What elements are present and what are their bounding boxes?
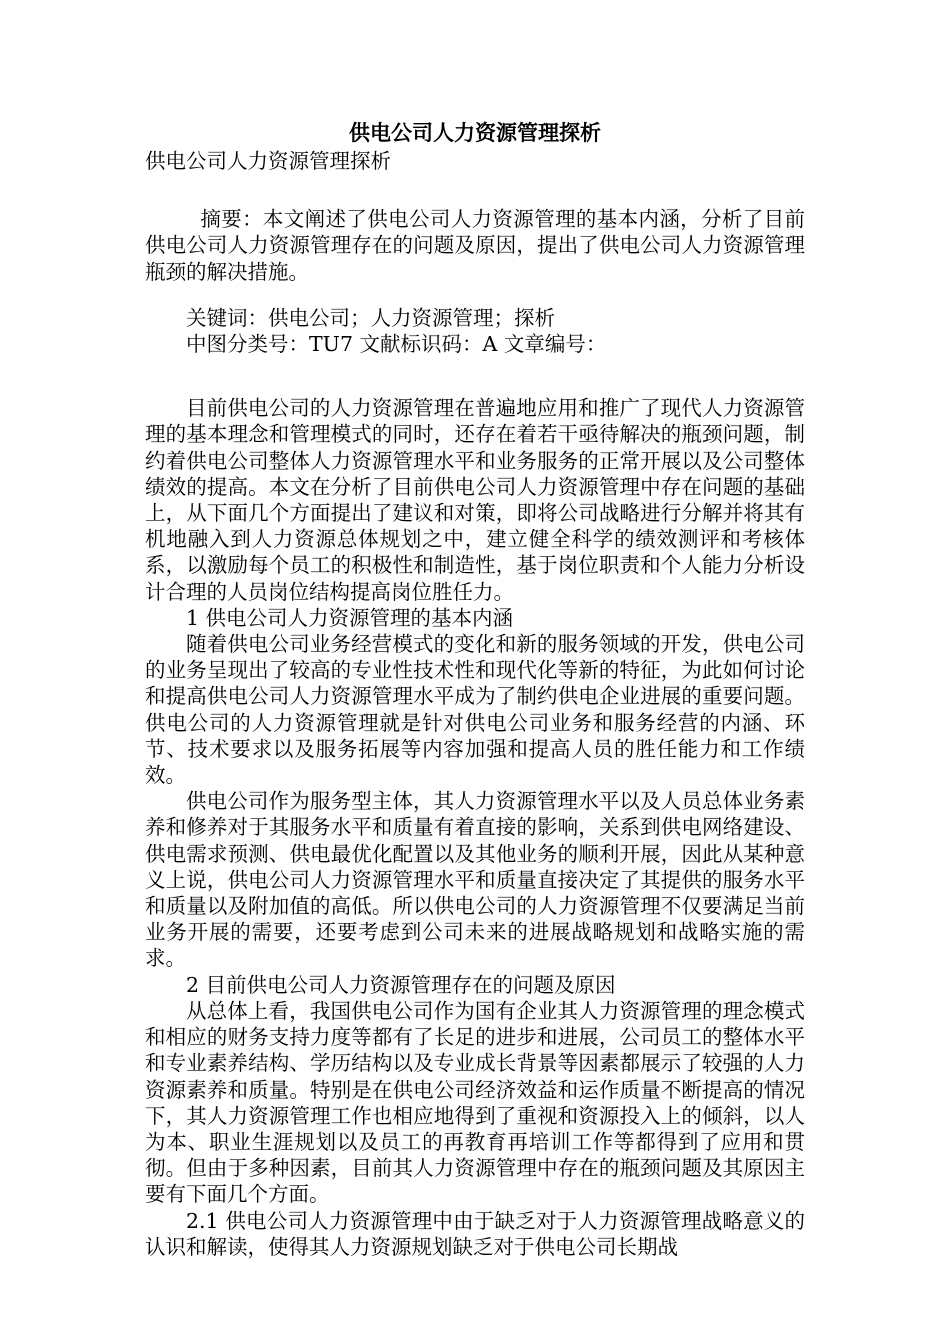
abstract: 摘要：本文阐述了供电公司人力资源管理的基本内涵，分析了目前供电公司人力资源管理存在的问题及原因，提出了供电公司人力资源管理瓶颈的解决措施。 xyxy=(145,207,805,284)
section-heading-2: 2 目前供电公司人力资源管理存在的问题及原因 xyxy=(186,972,616,997)
document-content xyxy=(145,118,805,1260)
body-paragraph: 供电公司作为服务型主体，其人力资源管理水平以及人员总体业务素养和修养对于其服务水平和质量有着直接的影响，关系到供电网络建设、供电需求预测、供电最优化配置以及其他业务的顺利开展，因此从某种意义上说，供电公司人力资源管理水平和质量直接决定了其提供的服务水平和质量以及附加值的高低。所以供电公司的人力资源管理不仅要满足当前业务开展的需要，还要考虑到公司未来的进展战略规划和战略实施的需求。 xyxy=(145,789,805,971)
intro-paragraph: 目前供电公司的人力资源管理在普遍地应用和推广了现代人力资源管理的基本理念和管理模式的同时，还存在着若干亟待解决的瓶颈问题，制约着供电公司整体人力资源管理水平和业务服务的正常开展以及公司整体绩效的提高。本文在分析了目前供电公司人力资源管理中存在问题的基础上，从下面几个方面提出了建议和对策，即将公司战略进行分解并将其有机地融入到人力资源总体规划之中，建立健全科学的绩效测评和考核体系，以激励每个员工的积极性和制造性，基于岗位职责和个人能力分析设计合理的人员岗位结构提高岗位胜任力。 xyxy=(145,396,805,604)
document-subtitle: 供电公司人力资源管理探析 xyxy=(145,149,391,173)
classification: 中图分类号：TU7 文献标识码：A 文章编号： xyxy=(186,332,607,357)
document-title: 供电公司人力资源管理探析 xyxy=(349,120,601,145)
keywords: 关键词：供电公司；人力资源管理；探析 xyxy=(186,305,555,330)
spacer xyxy=(145,285,805,305)
body-paragraph: 从总体上看，我国供电公司作为国有企业其人力资源管理的理念模式和相应的财务支持力度等都有了长足的进步和进展，公司员工的整体水平和专业素养结构、学历结构以及专业成长背景等因素都展示了较强的人力资源素养和质量。特别是在供电公司经济效益和运作质量不断提高的情况下，其人力资源管理工作也相应地得到了重视和资源投入上的倾斜，以人为本、职业生涯规划以及员工的再教育再培训工作等都得到了应用和贯彻。但由于多种因素，目前其人力资源管理中存在的瓶颈问题及其原因主要有下面几个方面。 xyxy=(145,998,805,1207)
section-heading-1: 1 供电公司人力资源管理的基本内涵 xyxy=(186,605,514,630)
spacer xyxy=(145,174,805,206)
spacer xyxy=(145,357,805,395)
subsection-paragraph: 2.1 供电公司人力资源管理中由于缺乏对于人力资源管理战略意义的认识和解读，使得其人力资源规划缺乏对于供电公司长期战 xyxy=(145,1208,805,1259)
body-paragraph: 随着供电公司业务经营模式的变化和新的服务领域的开发，供电公司的业务呈现出了较高的专业性技术性和现代化等新的特征，为此如何讨论和提高供电公司人力资源管理水平成为了制约供电企业进展的重要问题。供电公司的人力资源管理就是针对供电公司业务和服务经营的内涵、环节、技术要求以及服务拓展等内容加强和提高人员的胜任能力和工作绩效。 xyxy=(145,632,805,788)
